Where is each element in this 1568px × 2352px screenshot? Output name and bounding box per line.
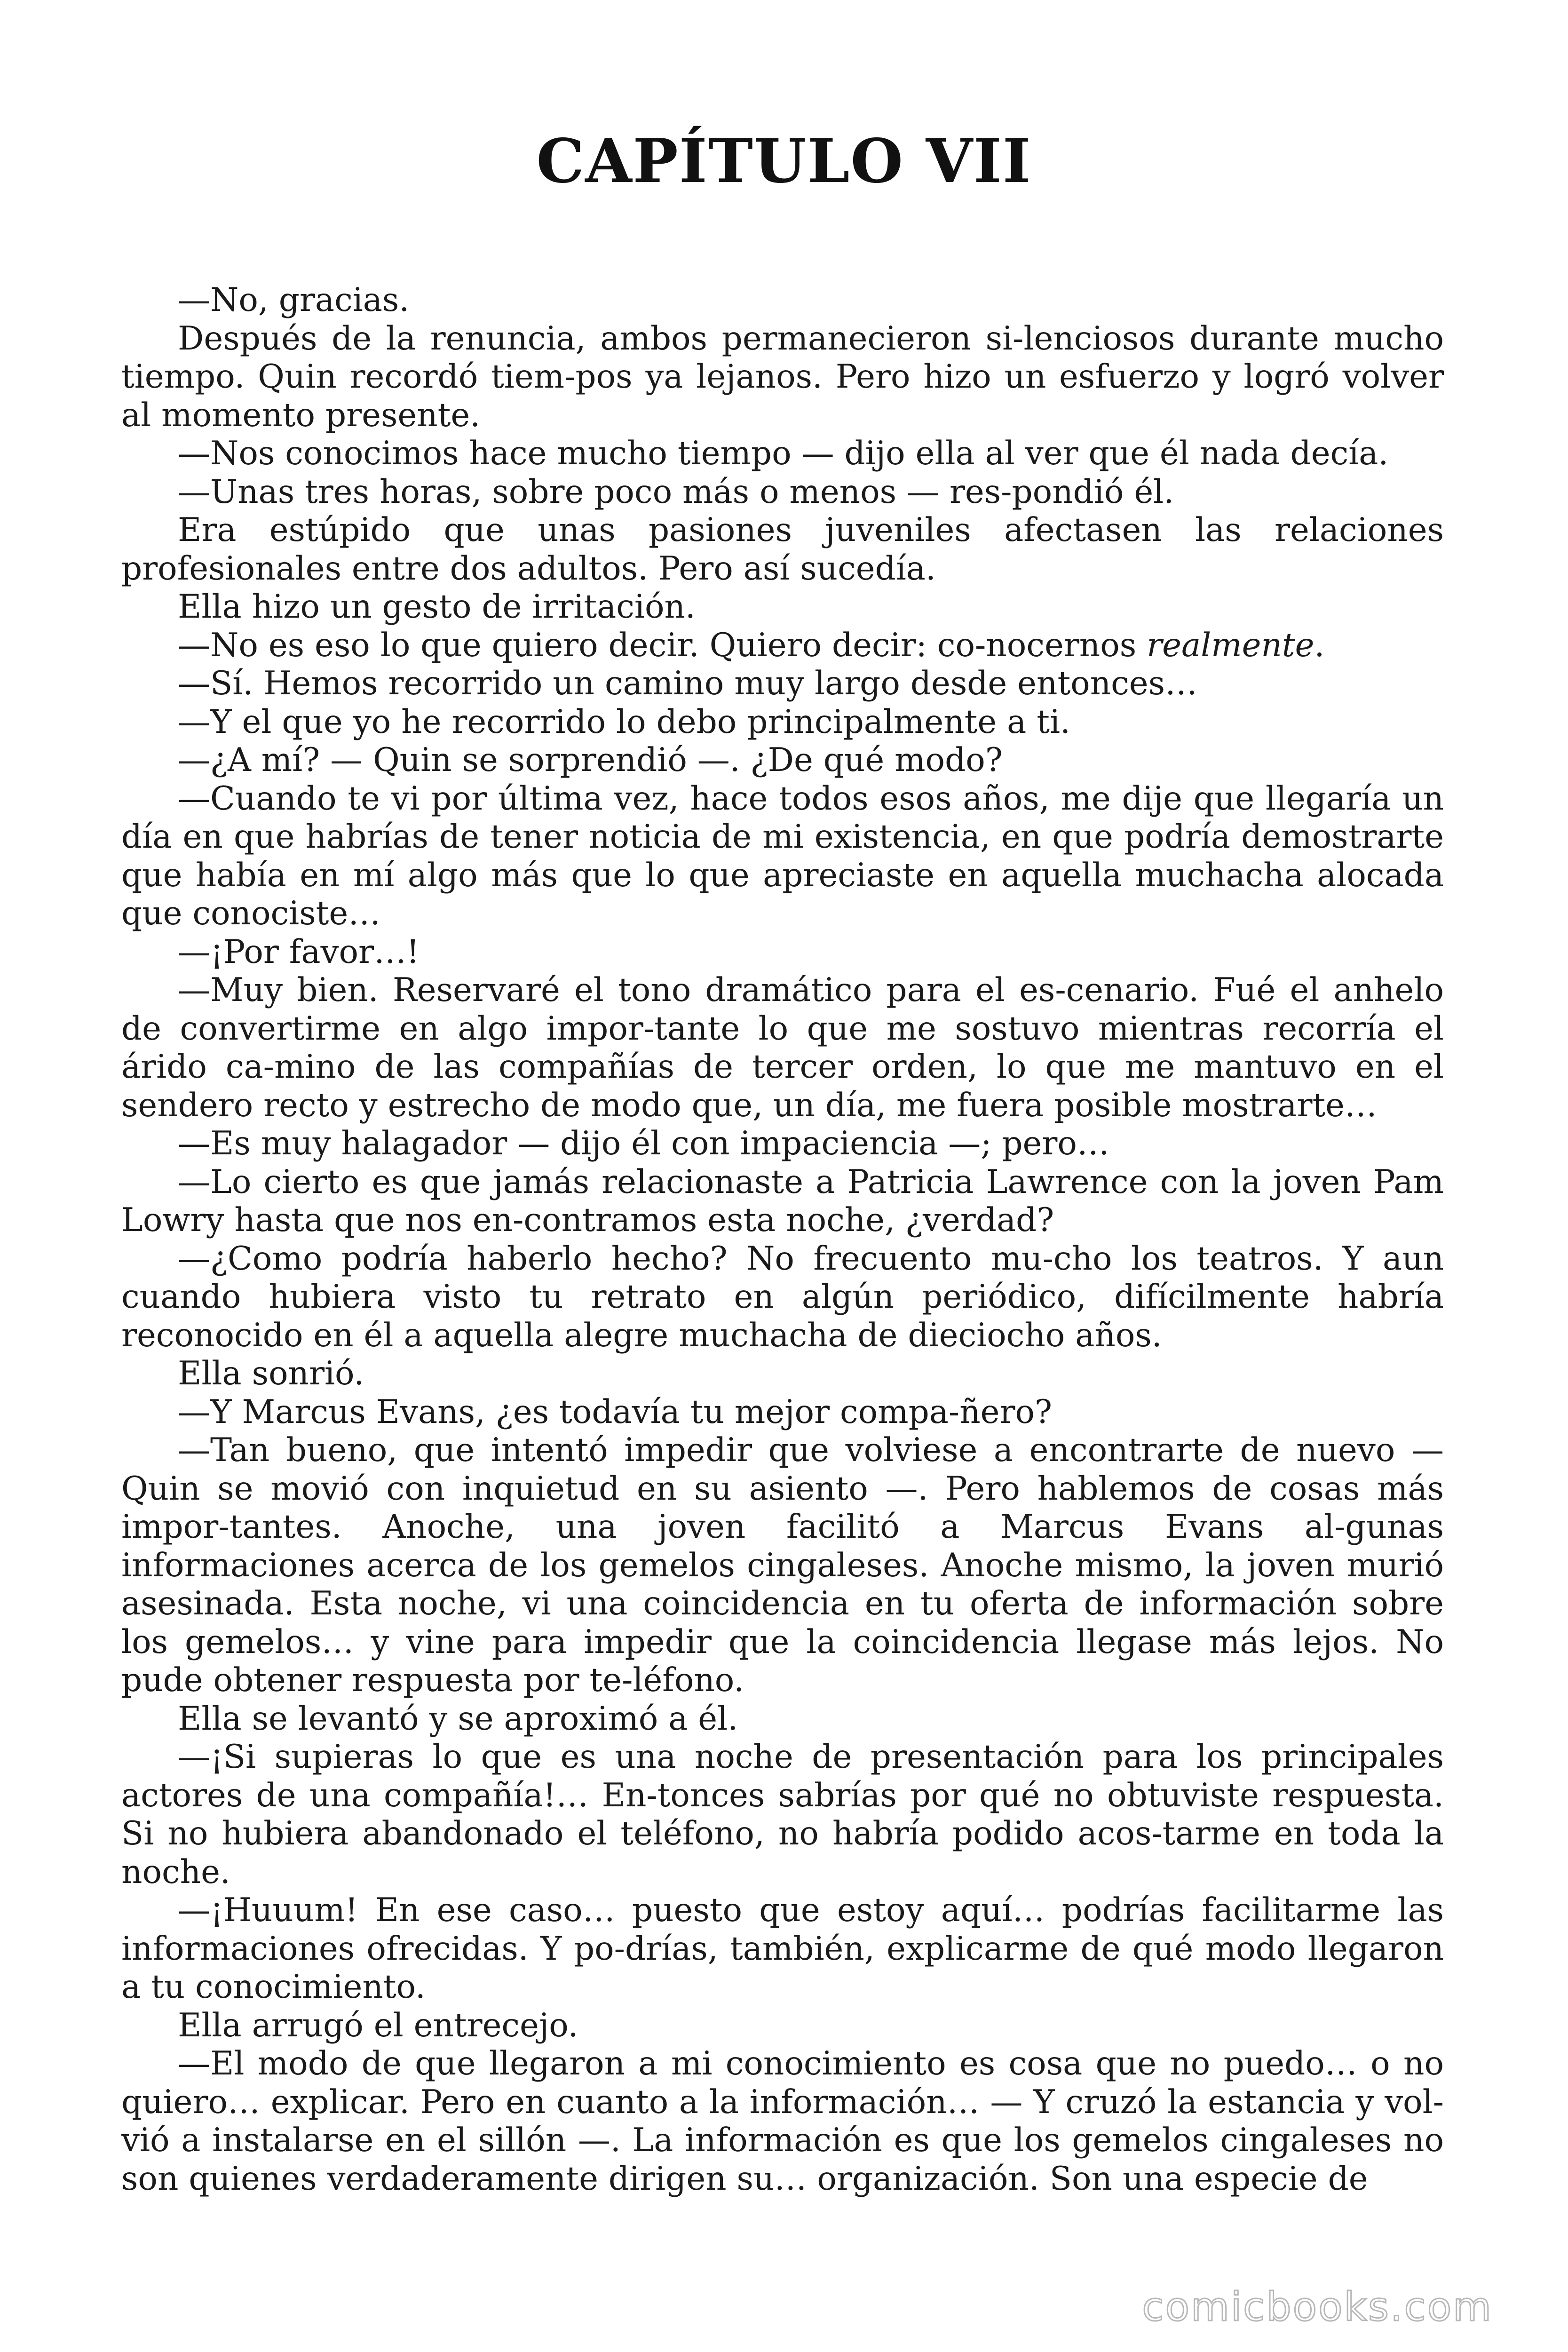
paragraph: —¡Por favor…!	[178, 933, 420, 971]
paragraph: —Cuando te vi por última vez, hace todos esos años, me dije que llegaría un día en que habrías de tener noticia de mi existencia, en que podría demostrarte que había en mí algo más que lo que apreciaste en aquella muchacha alocada que conociste…	[121, 779, 1444, 932]
paragraph: Ella se levantó y se aproximó a él.	[178, 1700, 738, 1738]
paragraph: —Lo cierto es que jamás relacionaste a Patricia Lawrence con la joven Pam Lowry hasta que nos en-contramos esta noche, ¿verdad?	[121, 1163, 1444, 1239]
paragraph: Ella hizo un gesto de irritación.	[178, 588, 696, 626]
paragraph: —¡Si supieras lo que es una noche de presentación para los principales actores de una compañía!… En-tonces sabrías por qué no obtuviste respuesta. Si no hubiera abandonado el teléfono, no habría podido acos-tarme en toda la noche.	[121, 1738, 1444, 1891]
paragraph: —¿Como podría haberlo hecho? No frecuento mu-cho los teatros. Y aun cuando hubiera visto tu retrato en algún periódico, difícilmente habría reconocido en él a aquella alegre muchacha de dieciocho años.	[121, 1240, 1444, 1354]
paragraph-text: —No es eso lo que quiero decir. Quiero decir: co-nocernos	[178, 626, 1137, 664]
paragraph-end: .	[1314, 626, 1325, 664]
paragraph: —No, gracias.	[178, 281, 410, 319]
paragraph: —Tan bueno, que intentó impedir que volviese a encontrarte de nuevo — Quin se movió con inquietud en su asiento —. Pero hablemos de cosas más impor-tantes. Anoche, una joven facilitó a Marcus Evans al-gunas informaciones acerca de los gemelos cingaleses. Anoche mismo, la joven murió asesinada. Esta noche, vi una coincidencia en tu oferta de información sobre los gemelos… y vine para impedir que la coincidencia llegase más lejos. No pude obtener respuesta por te-léfono.	[121, 1431, 1444, 1699]
paragraph: —Y el que yo he recorrido lo debo principalmente a ti.	[178, 703, 1070, 741]
paragraph: —Muy bien. Reservaré el tono dramático para el es-cenario. Fué el anhelo de convertirme en algo impor-tante lo que me sostuvo mientras recorría el árido ca-mino de las compañías de tercer orden, lo que me mantuvo en el sendero recto y estrecho de modo que, un día, me fuera posible mostrarte…	[121, 971, 1444, 1124]
paragraph: —Es muy halagador — dijo él con impaciencia —; pero…	[178, 1125, 1109, 1162]
paragraph: —Nos conocimos hace mucho tiempo — dijo ella al ver que él nada decía.	[178, 435, 1389, 472]
body-text	[121, 281, 1444, 2198]
paragraph: —Unas tres horas, sobre poco más o menos — res-pondió él.	[178, 473, 1174, 511]
paragraph: —¡Huuum! En ese caso… puesto que estoy aquí… podrías facilitarme las informaciones ofrecidas. Y po-drías, también, explicarme de qué modo llegaron a tu conocimiento.	[121, 1891, 1444, 2006]
watermark: comicbooks.com	[1142, 2284, 1493, 2330]
paragraph: —El modo de que llegaron a mi conocimiento es cosa que no puedo… o no quiero… explicar. Pero en cuanto a la información… — Y cruzó la estancia y vol-vió a instalarse en el sillón —. La información es que los gemelos cingaleses no son quienes verdaderamente dirigen su… organización. Son una especie de	[121, 2045, 1444, 2198]
paragraph: Ella arrugó el entrecejo.	[178, 2006, 578, 2044]
paragraph: Después de la renuncia, ambos permanecieron si-lenciosos durante mucho tiempo. Quin recordó tiem-pos ya lejanos. Pero hizo un esfuerzo y logró volver al momento presente.	[121, 319, 1444, 434]
italic-word: realmente	[1147, 626, 1315, 664]
paragraph: —Y Marcus Evans, ¿es todavía tu mejor compa-ñero?	[178, 1393, 1052, 1431]
paragraph: —Sí. Hemos recorrido un camino muy largo desde entonces…	[178, 665, 1198, 702]
chapter-title: CAPÍTULO VII	[536, 126, 1032, 197]
paragraph	[121, 627, 1444, 665]
paragraph: —¿A mí? — Quin se sorprendió —. ¿De qué modo?	[178, 741, 1003, 779]
paragraph: Ella sonrió.	[178, 1355, 364, 1392]
paragraph: Era estúpido que unas pasiones juveniles afectasen las relaciones profesionales entre dos adultos. Pero así sucedía.	[121, 511, 1444, 588]
